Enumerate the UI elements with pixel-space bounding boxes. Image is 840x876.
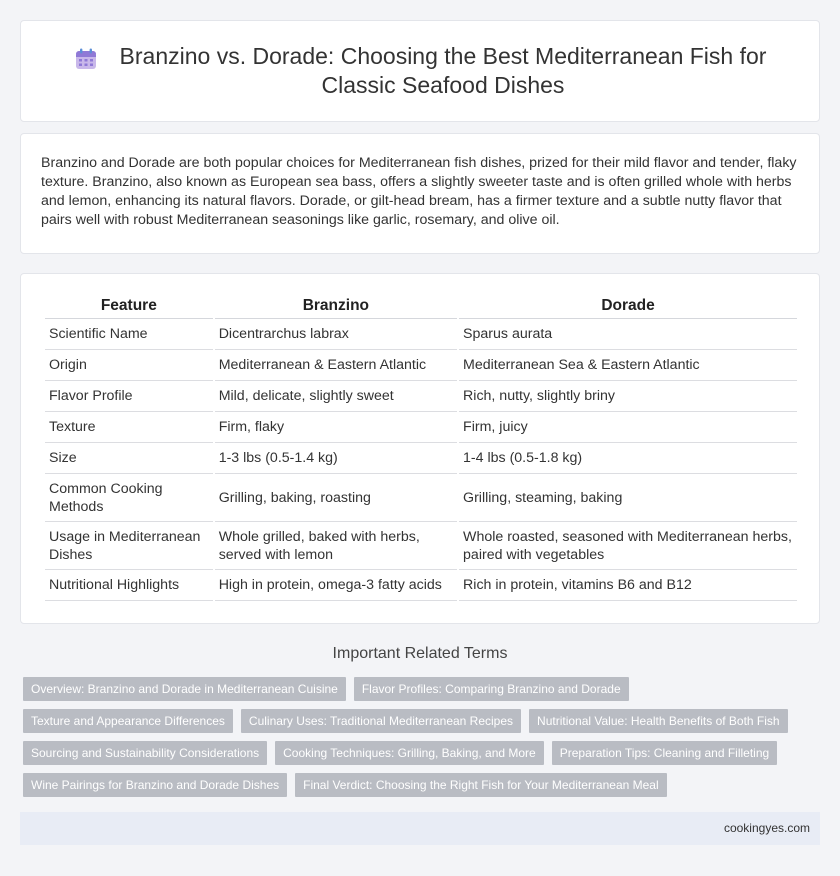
- header-card: [20, 20, 820, 122]
- feature-cell: Flavor Profile: [45, 381, 213, 412]
- related-term-tag[interactable]: Preparation Tips: Cleaning and Filleting: [552, 741, 777, 765]
- related-term-tag[interactable]: Flavor Profiles: Comparing Branzino and Dorade: [354, 677, 629, 701]
- table-header-row: [45, 296, 797, 319]
- intro-card: [20, 133, 820, 254]
- dorade-cell: Grilling, steaming, baking: [459, 474, 797, 522]
- branzino-cell: Firm, flaky: [215, 412, 457, 443]
- footer-site-link[interactable]: cookingyes.com: [723, 821, 810, 835]
- dorade-cell: Firm, juicy: [459, 412, 797, 443]
- dorade-cell: Rich in protein, vitamins B6 and B12: [459, 570, 797, 601]
- intro-paragraph: Branzino and Dorade are both popular choices for Mediterranean fish dishes, prized for their mild flavor and tender, flaky texture. Branzino, also known as European sea bass, offers a slightly sweeter taste and is often grilled whole with herbs and lemon, enhancing its natural flavors. Dorade, or gilt-head bream, has a firmer texture and a subtle nutty flavor that pairs well with robust Mediterranean seasonings like garlic, rosemary, and olive oil.: [41, 155, 797, 228]
- related-term-tag[interactable]: Culinary Uses: Traditional Mediterranean Recipes: [241, 709, 521, 733]
- dorade-cell: Rich, nutty, slightly briny: [459, 381, 797, 412]
- table-row: [45, 474, 797, 522]
- related-term-tag[interactable]: Final Verdict: Choosing the Right Fish for Your Mediterranean Meal: [295, 773, 667, 797]
- branzino-cell: Mild, delicate, slightly sweet: [215, 381, 457, 412]
- dorade-cell: 1-4 lbs (0.5-1.8 kg): [459, 443, 797, 474]
- related-term-tag[interactable]: Overview: Branzino and Dorade in Mediterranean Cuisine: [23, 677, 346, 701]
- dorade-cell: Mediterranean Sea & Eastern Atlantic: [459, 350, 797, 381]
- table-row: [45, 350, 797, 381]
- feature-cell: Nutritional Highlights: [45, 570, 213, 601]
- branzino-cell: Grilling, baking, roasting: [215, 474, 457, 522]
- feature-cell: Size: [45, 443, 213, 474]
- header-feature: Feature: [45, 296, 213, 319]
- branzino-cell: Dicentrarchus labrax: [215, 319, 457, 350]
- related-term-tag[interactable]: Cooking Techniques: Grilling, Baking, and More: [275, 741, 544, 765]
- table-row: [45, 319, 797, 350]
- related-term-tag[interactable]: Texture and Appearance Differences: [23, 709, 233, 733]
- header-dorade: Dorade: [459, 296, 797, 319]
- feature-cell: Usage in Mediterranean Dishes: [45, 522, 213, 570]
- comparison-table: [43, 296, 799, 601]
- branzino-cell: Whole grilled, baked with herbs, served with lemon: [215, 522, 457, 570]
- page-title: [120, 42, 767, 100]
- feature-cell: Common Cooking Methods: [45, 474, 213, 522]
- table-row: [45, 443, 797, 474]
- table-row: [45, 522, 797, 570]
- related-term-tag[interactable]: Wine Pairings for Branzino and Dorade Dishes: [23, 773, 287, 797]
- feature-cell: Texture: [45, 412, 213, 443]
- table-row: [45, 570, 797, 601]
- dorade-cell: Sparus aurata: [459, 319, 797, 350]
- title-line-1: Branzino vs. Dorade: Choosing the Best Mediterranean Fish for: [119, 43, 767, 69]
- table-row: [45, 381, 797, 412]
- title-line-2: Classic Seafood Dishes: [321, 72, 565, 98]
- comparison-table-card: [20, 273, 820, 624]
- dorade-cell: Whole roasted, seasoned with Mediterranean herbs, paired with vegetables: [459, 522, 797, 570]
- branzino-cell: 1-3 lbs (0.5-1.4 kg): [215, 443, 457, 474]
- feature-cell: Origin: [45, 350, 213, 381]
- related-term-tag[interactable]: Nutritional Value: Health Benefits of Both Fish: [529, 709, 788, 733]
- branzino-cell: High in protein, omega-3 fatty acids: [215, 570, 457, 601]
- feature-cell: Scientific Name: [45, 319, 213, 350]
- related-terms-list: [23, 677, 823, 805]
- related-term-tag[interactable]: Sourcing and Sustainability Considerations: [23, 741, 267, 765]
- table-row: [45, 412, 797, 443]
- branzino-cell: Mediterranean & Eastern Atlantic: [215, 350, 457, 381]
- calendar-icon: [74, 47, 98, 71]
- related-terms-heading: Important Related Terms: [332, 645, 508, 662]
- header-branzino: Branzino: [215, 296, 457, 319]
- footer: [20, 812, 820, 845]
